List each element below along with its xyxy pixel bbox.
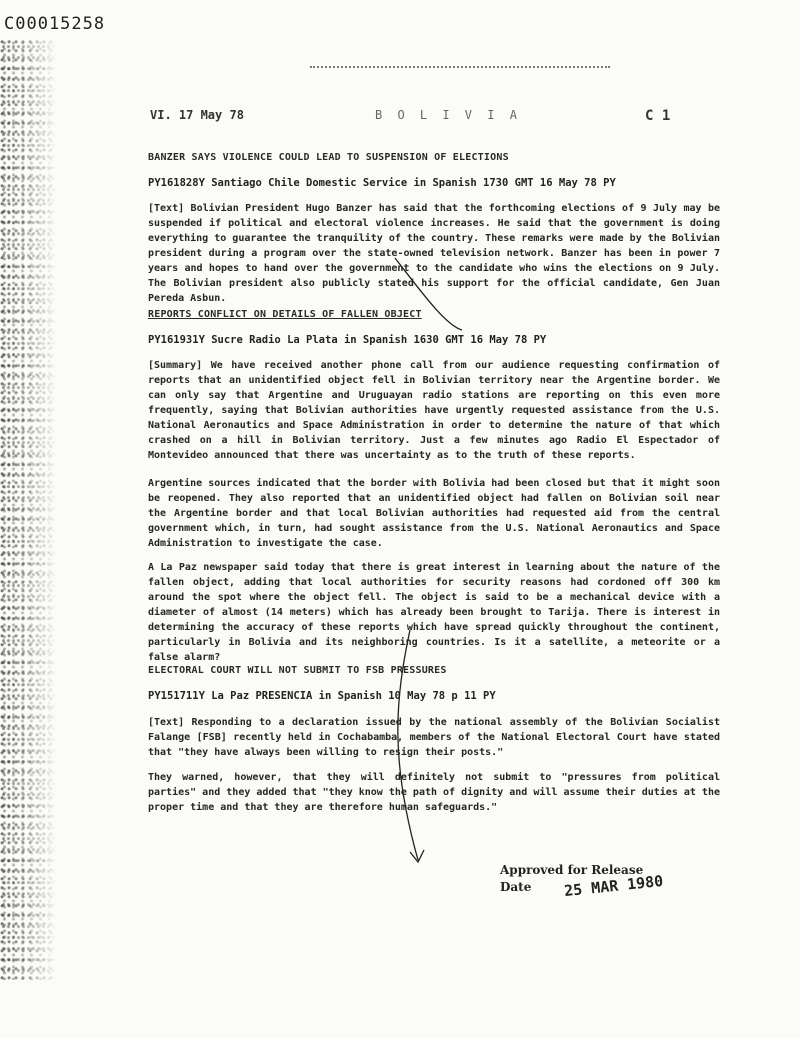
section-3-paragraph-2: They warned, however, that they will definitely not submit to "pressures from political parties" and they added that "they know the path of dignity and will assume their duties at the proper time and that they are therefore human safeguards." [148, 772, 720, 813]
stamp-date-label: Date [500, 880, 532, 894]
header-date: VI. 17 May 78 [150, 108, 244, 122]
section-2-paragraph-2: Argentine sources indicated that the border with Bolivia had been closed but that it might soon be reopened. They also reported that an unidentified object had fallen on Bolivian soil near the Argentine border and that local Bolivian authorities had requested aid from the central government which, in turn, had sought assistance from the U.S. National Aeronautics and Space Administration to investigate the case. [148, 478, 720, 549]
pen-stroke-arrowhead [410, 850, 424, 862]
section-3-headline: ELECTORAL COURT WILL NOT SUBMIT TO FSB PRESSURES [148, 665, 447, 676]
header-country: B O L I V I A [375, 108, 521, 122]
section-3-dateline: PY151711Y La Paz PRESENCIA in Spanish 10 May 78 p 11 PY [148, 690, 496, 702]
binding-edge-speckle [0, 40, 58, 980]
section-2-paragraph-1: [Summary] We have received another phone call from our audience requesting confirmation of reports that an unidentified object fell in Bolivian territory near the Argentine border. We can only say that Argentine and Uruguayan radio stations are reporting on this even more frequently, saying that Bolivian authorities have urgently requested assistance from the U.S. National Aeronautics and Space Administration in order to determine the nature of that which crashed on a hill in Bolivian territory. Just a few minutes ago Radio El Espectador of Montevideo announced that there was uncertainty as to the truth of these reports. [148, 360, 720, 461]
document-id: C00015258 [4, 14, 106, 34]
section-3-paragraph-1: [Text] Responding to a declaration issued by the national assembly of the Bolivian Socialist Falange [FSB] recently held in Cochabamba, members of the National Electoral Court have stated that "they have always been willing to resign their posts." [148, 717, 720, 758]
section-2-paragraph-3: A La Paz newspaper said today that there is great interest in learning about the nature of the fallen object, adding that local authorities for security reasons had cordoned off 300 km around the spot where the object fell. The object is said to be a mechanical device with a diameter of almost (14 meters) which has already been brought to Tarija. There is interest in determining the accuracy of these reports which have spread quickly throughout the continent, particularly in Bolivia and its neighboring countries. Is it a satellite, a meteorite or a false alarm? [148, 562, 720, 663]
section-2-headline: REPORTS CONFLICT ON DETAILS OF FALLEN OBJECT [148, 309, 422, 320]
section-1-dateline: PY161828Y Santiago Chile Domestic Service in Spanish 1730 GMT 16 May 78 PY [148, 177, 616, 189]
section-1-headline: BANZER SAYS VIOLENCE COULD LEAD TO SUSPENSION OF ELECTIONS [148, 152, 509, 163]
stamp-date-value: 25 MAR 1980 [563, 871, 665, 901]
section-2-dateline: PY161931Y Sucre Radio La Plata in Spanish 1630 GMT 16 May 78 PY [148, 334, 547, 346]
release-stamp [500, 862, 690, 901]
section-1-paragraph-1: [Text] Bolivian President Hugo Banzer has said that the forthcoming elections of 9 July may be suspended if political and electoral violence increases. He said that the government is doing everything to guarantee the tranquility of the country. These remarks were made by the Bolivian president during a program over the state-owned television network. Banzer has been in power 7 years and hopes to hand over the government to the candidate who wins the elections on 9 July. The Bolivian president also publicly stated his support for the official candidate, Gen Juan Pereda Asbun. [148, 203, 720, 304]
header-page-code: C 1 [645, 108, 671, 124]
top-dotted-line [310, 66, 610, 68]
stamp-approved-label: Approved for Release [500, 863, 644, 877]
